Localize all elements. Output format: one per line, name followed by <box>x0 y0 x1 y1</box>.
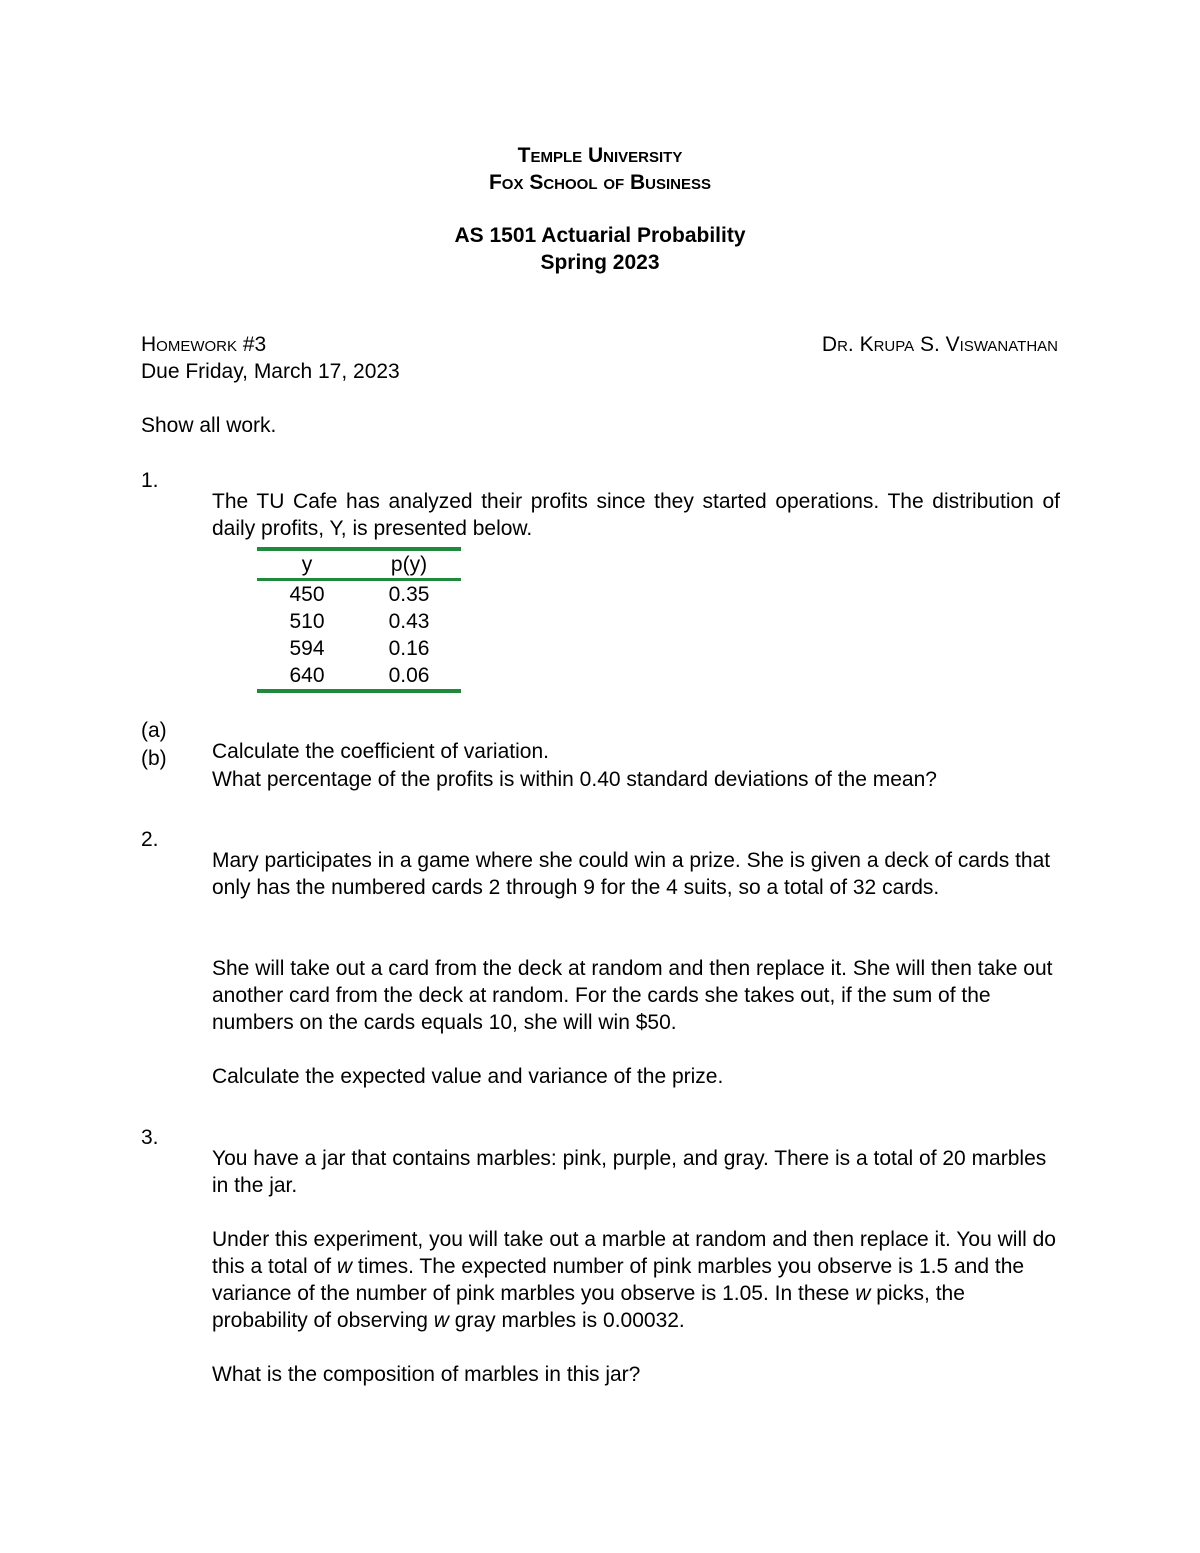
table-cell-y: 594 <box>289 637 325 660</box>
table-row <box>257 580 461 609</box>
term: Spring 2023 <box>540 251 660 274</box>
table-cell-y: 510 <box>289 610 325 633</box>
table-row <box>257 662 461 691</box>
column-header-py: p(y) <box>390 553 428 576</box>
question-1-text: The TU Cafe has analyzed their profits since they started operations. The distribution of daily profits, Y, is presented below. <box>212 490 1060 540</box>
due-date: Due Friday, March 17, 2023 <box>141 360 400 383</box>
school-name: Fox School of Business <box>488 171 712 194</box>
table-row <box>257 608 461 635</box>
variable-w: w <box>336 1255 353 1278</box>
part-a-label: (a) <box>141 719 167 742</box>
table-cell-py: 0.43 <box>388 610 430 633</box>
part-b-label: (b) <box>141 747 167 770</box>
table-header-row <box>257 549 461 580</box>
question-2-paragraph-3: Calculate the expected value and variance of the prize. <box>212 1065 724 1088</box>
table-cell-y: 640 <box>289 664 325 687</box>
table-cell-py: 0.06 <box>388 664 430 687</box>
part-a-text: Calculate the coefficient of variation. <box>212 740 549 763</box>
question-3-number: 3. <box>141 1126 159 1149</box>
question-3-text-segment: picks, the probability of observing <box>212 1282 965 1332</box>
question-2-paragraph-1: Mary participates in a game where she could win a prize. She is given a deck of cards that only has the numbered cards 2 through 9 for the 4 suits, so a total of 32 cards. <box>212 849 1051 899</box>
question-2-number: 2. <box>141 828 159 851</box>
question-3-paragraph-2 <box>212 1226 1060 1334</box>
question-2-paragraph-2: She will take out a card from the deck at random and then replace it. She will then take out another card from the deck at random. For the cards she takes out, if the sum of the numbers on the cards equals 10, she will win $50. <box>212 957 1053 1034</box>
column-header-y: y <box>301 553 313 576</box>
question-3-text-segment: Under this experiment, you will take out a marble at random and then replace it. You will do this a total of <box>212 1228 1056 1278</box>
question-3-paragraph-3: What is the composition of marbles in this jar? <box>212 1363 641 1386</box>
question-1-number: 1. <box>141 469 159 492</box>
table-cell-py: 0.35 <box>388 583 430 606</box>
variable-w: w <box>855 1282 871 1305</box>
homework-number: Homework #3 <box>141 333 267 356</box>
part-b-text: What percentage of the profits is within 0.40 standard deviations of the mean? <box>212 768 937 791</box>
university-name: Temple University <box>517 144 683 167</box>
instructor-name: Dr. Krupa S. Viswanathan <box>821 333 1058 356</box>
variable-w: w <box>433 1309 449 1332</box>
question-3-paragraph-1: You have a jar that contains marbles: pink, purple, and gray. There is a total of 20 marbles in the jar. <box>212 1147 1047 1197</box>
profit-distribution-table <box>257 547 461 693</box>
table-row <box>257 635 461 662</box>
question-3-text-segment: gray marbles is 0.00032. <box>448 1309 685 1332</box>
table-cell-py: 0.16 <box>388 637 430 660</box>
instructions: Show all work. <box>141 414 277 437</box>
table-cell-y: 450 <box>289 583 325 606</box>
question-3-text-segment: times. The expected number of pink marbles you observe is 1.5 and the variance of the number of pink marbles you observe is 1.05. In these <box>212 1255 1025 1305</box>
course-title: AS 1501 Actuarial Probability <box>454 224 746 247</box>
